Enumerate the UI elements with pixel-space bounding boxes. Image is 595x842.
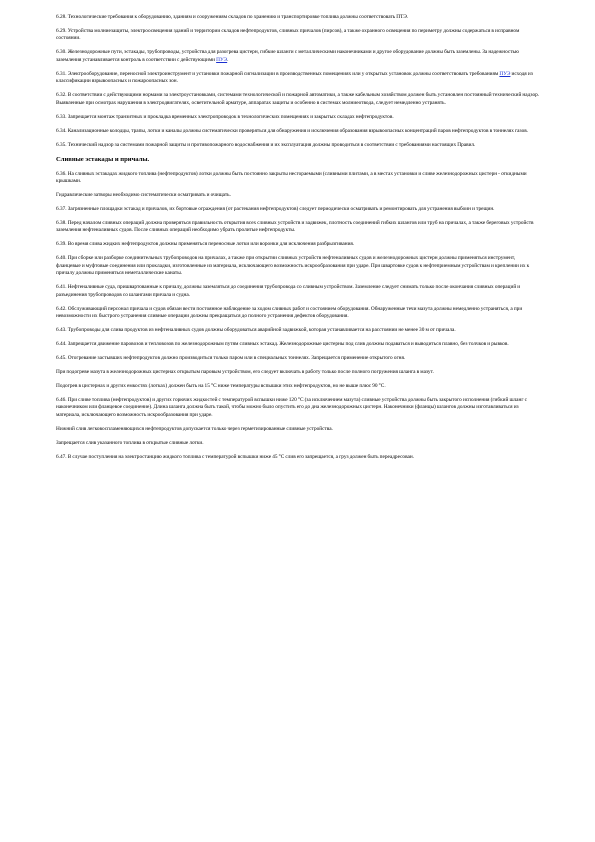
paragraph-text: 6.47. В случае поступления на электростанцию жидкого топлива с температурой вспышки ниже 45 °С слив его запрещается, а груз должен быть переадресован. — [56, 453, 415, 460]
paragraph — [56, 192, 540, 199]
paragraph — [56, 142, 540, 149]
paragraph — [56, 241, 540, 248]
paragraph-text: Нижний слив легковоспламеняющихся нефтепродуктов допускается только через герметизированные сливные устройства. — [56, 425, 333, 432]
paragraph-text: 6.38. Перед началом сливных операций должна проверяться правильность открытия всех сливных устройств и задвижек, плотность соединений гибких шлангов или труб на причалах, а также береговых устройств заземления нефтеналивных судов. После сливных операций необходимо убрать пролитые нефтепродукты. — [56, 220, 534, 234]
paragraph — [56, 206, 540, 213]
paragraph — [56, 341, 540, 348]
paragraph-text: 6.34. Канализационные колодцы, трапы, лотки и каналы должны систематически проверяться для обнаружения и исключения образования взрывоопасных концентраций паров нефтепродуктов в тоннелях газов. — [56, 127, 529, 134]
paragraph — [56, 440, 540, 447]
paragraph — [56, 306, 540, 321]
document-link[interactable]: ПУЭ — [216, 56, 228, 63]
paragraph — [56, 327, 540, 334]
paragraph-text: 6.33. Запрещается монтаж транзитных и прокладка временных электропроводок в технологических помещениях и закрытых складах нефтепродуктов. — [56, 113, 394, 120]
paragraph-text: 6.31. Электрооборудование, переносной электроинструмент и установки пожарной сигнализации в производственных помещениях или у открытых установок должны соответствовать требованиям — [56, 70, 500, 77]
paragraph-text: Гидравлические затворы необходимо систематически осматривать и очищать. — [56, 192, 231, 199]
paragraph-text: 6.40. При сборке или разборке соединительных трубопроводов на причалах, а также при открытии сливных устройств нефтеналивных судов и железнодорожных цистерн должны применяться инструмент, фланцевые и муфтовые соединения или прокладки, изготовленные из материала, исключающего возможность искрообразования при ударе. При швартовке судов к нефтеприемным устройствам и креплении их к причалу должны применяться неметаллические канаты. — [56, 255, 530, 277]
paragraph — [56, 426, 540, 433]
paragraph-text: 6.36. На сливных эстакадах жидкого топлива (нефтепродуктов) лотки должны быть постоянно закрыты несгораемыми (сливными плитами, а в местах установки и сливе железнодорожных цистерн - откидными крышками. — [56, 170, 527, 185]
paragraph-text: При подогреве мазута в железнодорожных цистернах открытым паровым устройством, его следует включать в работу только после полного погружения шланга в мазут. — [56, 369, 434, 376]
paragraph — [56, 92, 540, 107]
paragraph-text: 6.44. Запрещается движение паровозов и тепловозов по железнодорожным путям сливных эстакад. Железнодорожные цистерны под слив должны подаваться и выводиться плавно, без толчков и рывков. — [56, 341, 509, 348]
paragraph-text: 6.46. При сливе топлива (нефтепродуктов) и других горючих жидкостей с температурой вспышки ниже 120 °С (за исключением мазута) сливные устройства должны быть закрытого исполнения (гибкий шланг с наконечником или фланцевое соединение). Длина шланга должна быть такой, чтобы можно было опустить его до дна железнодорожных цистерн. Наконечники (фланцы) шлангов должны изготавливаться из материала, исключающего возможность искрообразования при ударе. — [56, 397, 528, 418]
paragraph — [56, 255, 540, 277]
paragraph-text: 6.35. Технический надзор за системами пожарной защиты и противопожарного водоснабжения и их эксплуатация должны проводиться в соответствии с требованиями настоящих Правил. — [56, 141, 476, 148]
paragraph — [56, 383, 540, 390]
document-link[interactable]: ПУЭ — [499, 70, 511, 77]
paragraph-text: исходя из классификации взрывоопасных и пожароопасных зон. — [56, 70, 533, 85]
paragraph — [56, 397, 540, 419]
paragraph — [56, 114, 540, 121]
section-heading: Сливные эстакады и причалы. — [56, 155, 150, 163]
paragraph-text: Подогрев в цистернах и других емкостях (лотках) должен быть на 15 °С ниже температуры вспышки этих нефтепродуктов, но не выше плюс 90 °С. — [56, 383, 386, 390]
paragraph-text: 6.32. В соответствии с действующими нормами за электроустановками, системами технологической и пожарной автоматики, а также кабельным хозяйством должен быть установлен постоянный технический надзор. Выявленные при осмотрах нарушения в электродвигателях, осветительной арматуре, аппаратах защиты и особенно в системах молниеотвода, следует немедленно устранять. — [56, 92, 540, 106]
paragraph — [56, 71, 540, 86]
paragraph — [56, 14, 540, 21]
paragraph-text: 6.30. Железнодорожные пути, эстакады, трубопроводы, устройства для разогрева цистерн, гибкие шланги с металлическими наконечниками и другое оборудование должны быть заземлены. За надежностью заземления устанавливается контроль в соответствии с действующими — [56, 49, 519, 63]
paragraph-text: 6.41. Нефтеналивные суда, пришвартованные к причалу, должны заземляться до соединения трубопровода со сливным устройством. Заземление следует снимать только после окончания сливных операций и разъединения трубопроводов со шлангами причала и судна. — [56, 284, 521, 298]
paragraph-text: 6.37. Загрязненные площадки эстакад и причалов, их бортовые ограждения (от растекания нефтепродуктов) следует периодически осматривать и ремонтировать для устранения выбоин и трещин. — [56, 206, 495, 213]
paragraph — [56, 28, 540, 43]
paragraph-text: 6.29. Устройства молниезащиты, электроосвещения зданий и территории складов нефтепродуктов, сливных причалов (пирсов), а также охранного освещения по периметру должны содержаться в исправном состоянии. — [56, 28, 520, 42]
paragraph — [56, 128, 540, 135]
paragraph — [56, 355, 540, 362]
paragraph — [56, 369, 540, 376]
paragraph-text: 6.28. Технологические требования к оборудованию, зданиям и сооружениям складов по хранению и транспортировке топлива должны соответствовать ПТЭ. — [56, 14, 409, 20]
paragraph-text: Запрещается слив указанного топлива в открытые сливные лотки. — [56, 439, 204, 446]
paragraph-text: 6.42. Обслуживающий персонал причала и судов обязан вести постоянное наблюдение за ходом сливных работ и состоянием оборудования. Обнаруженные течи мазута должны немедленно устраняться, а при невозможности их быстрого устранения сливные операции должны прекращаться до полного устранения дефектов оборудования. — [56, 305, 523, 320]
paragraph — [56, 454, 540, 461]
paragraph-text: 6.39. Во время слива жидких нефтепродуктов должны применяться переносные лотки или воронки для исключения разбрызгивания. — [56, 241, 355, 248]
paragraph — [56, 220, 540, 235]
document-page — [56, 14, 540, 468]
paragraph — [56, 284, 540, 299]
paragraph — [56, 171, 540, 186]
paragraph — [56, 49, 540, 64]
paragraph-text: 6.45. Отогревание застывших нефтепродуктов должно производиться только паром или в специальных тоннелях. Запрещается применение открытого огня. — [56, 355, 406, 362]
paragraph-text: . — [227, 56, 229, 63]
paragraph-text: 6.43. Трубопроводы для слива продуктов из нефтеналивных судов должны оборудоваться аварийной задвижкой, которая устанавливается на расстоянии не менее 30 м от причала. — [56, 327, 456, 334]
